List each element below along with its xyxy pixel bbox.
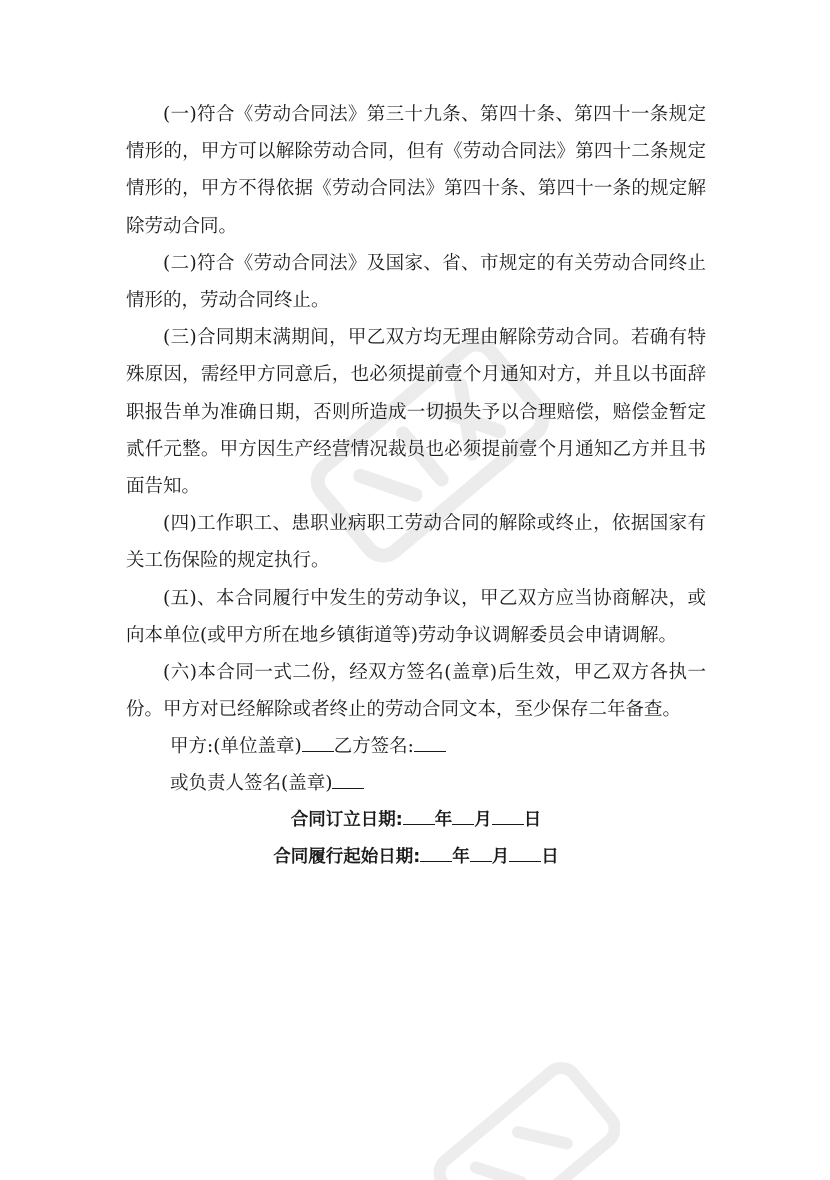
document-body xyxy=(126,96,706,876)
start-year-label: 年 xyxy=(452,847,470,868)
representative-blank xyxy=(332,770,364,790)
signing-date-line xyxy=(126,802,706,839)
signing-day-blank xyxy=(492,807,524,826)
signing-month-label: 月 xyxy=(474,810,492,831)
start-day-label: 日 xyxy=(541,847,559,868)
signature-line-representative xyxy=(126,765,706,802)
party-b-label: 乙方签名: xyxy=(333,736,414,758)
clause-2: (二)符合《劳动合同法》及国家、省、市规定的有关劳动合同终止情形的，劳动合同终止。 xyxy=(126,252,706,312)
watermark-logo-bottom xyxy=(420,1050,620,1180)
signature-line-parties xyxy=(126,728,706,765)
clause-6: (六)本合同一式二份，经双方签名(盖章)后生效，甲乙双方各执一份。甲方对已经解除或者终止的劳动合同文本，至少保存二年备查。 xyxy=(126,662,706,721)
clause-3: (三)合同期末满期间，甲乙双方均无理由解除劳动合同。若确有特殊原因，需经甲方同意后，也必须提前壹个月通知对方，并且以书面辞职报告单为准确日期，否则所造成一切损失予以合理赔偿，赔偿金暂定贰仟元整。甲方因生产经营情况裁员也必须提前壹个月通知乙方并且书面告知。 xyxy=(126,327,706,498)
signing-month-blank xyxy=(452,807,474,826)
signing-day-label: 日 xyxy=(523,810,542,831)
clause-1: (一)符合《劳动合同法》第三十九条、第四十条、第四十一条规定情形的，甲方可以解除劳动合同，但有《劳动合同法》第四十二条规定情形的，甲方不得依据《劳动合同法》第四十条、第四十一条的规定解除劳动合同。 xyxy=(126,104,706,237)
clause-5: (五)、本合同履行中发生的劳动争议，甲乙双方应当协商解决，或向本单位(或甲方所在地乡镇街道等)劳动争议调解委员会申请调解。 xyxy=(126,587,706,646)
start-month-label: 月 xyxy=(491,847,510,868)
signing-year-label: 年 xyxy=(434,810,453,831)
start-month-blank xyxy=(470,844,492,863)
start-date-label: 合同履行起始日期: xyxy=(273,847,421,868)
clause-4: (四)工作职工、患职业病职工劳动合同的解除或终止，依据国家有关工伤保险的规定执行。 xyxy=(126,513,706,572)
representative-label: 或负责人签名(盖章) xyxy=(170,773,333,795)
signing-date-label: 合同订立日期: xyxy=(290,810,403,831)
signing-year-blank xyxy=(403,807,435,826)
start-date-line xyxy=(126,839,706,876)
party-a-label: 甲方:(单位盖章) xyxy=(170,736,302,758)
start-day-blank xyxy=(509,844,541,863)
start-year-blank xyxy=(420,844,452,863)
party-a-blank xyxy=(302,733,334,753)
party-b-blank xyxy=(414,733,446,753)
